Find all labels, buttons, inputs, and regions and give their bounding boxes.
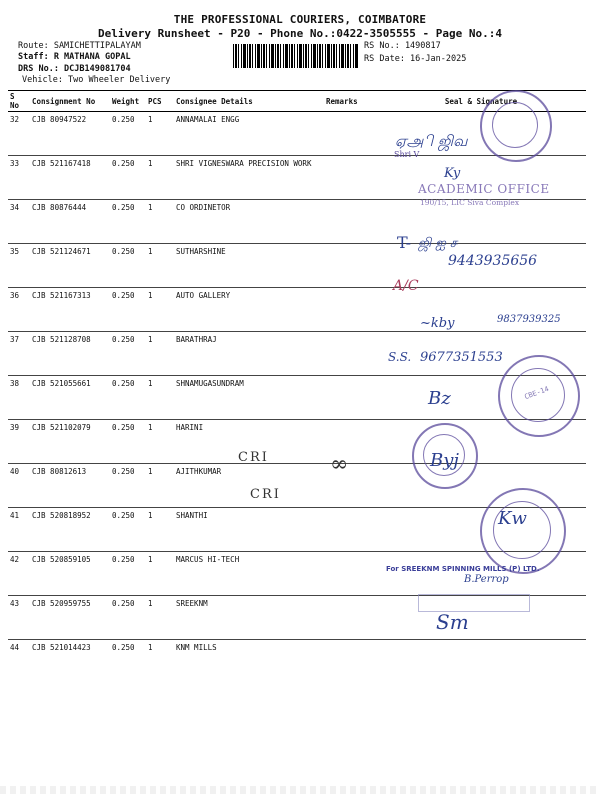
col-remarks: Remarks — [324, 91, 376, 112]
col-weight: Weight — [110, 91, 146, 112]
signature-44: Sm — [436, 610, 469, 634]
row-consignee: BARATHRAJ — [174, 332, 324, 376]
row-pcs: 1 — [146, 112, 174, 156]
row-pcs: 1 — [146, 156, 174, 200]
row-pcs: 1 — [146, 464, 174, 508]
row-pcs: 1 — [146, 200, 174, 244]
row-consignment: CJB 80947522 — [30, 112, 110, 156]
cri-note-1: CRI — [238, 450, 269, 465]
signature-42: Kw — [498, 508, 527, 529]
row-remarks — [324, 332, 376, 376]
signature-36-b: A/C — [393, 278, 419, 294]
signature-36-a: ஜி ஐ ச — [418, 236, 458, 251]
row-weight: 0.250 — [110, 112, 146, 156]
row-remarks — [324, 596, 376, 640]
row-weight: 0.250 — [110, 244, 146, 288]
row-weight: 0.250 — [110, 332, 146, 376]
staff-label: Staff: R MATHANA GOPAL — [18, 52, 131, 62]
barcode — [233, 44, 358, 68]
row-sno: 38 — [8, 376, 30, 420]
row-weight: 0.250 — [110, 552, 146, 596]
row-consignee: KNM MILLS — [176, 643, 217, 652]
drs-number: DRS No.: DCJB149081704 — [18, 64, 131, 74]
row-remarks — [324, 244, 376, 288]
row-weight: 0.250 — [110, 508, 146, 552]
col-sno: S No — [8, 91, 30, 112]
table-row — [8, 640, 586, 684]
signature-33: ஏஅி ஜிவ — [395, 132, 468, 150]
row-consignee: AJITHKUMAR — [174, 464, 324, 508]
academic-office-stamp: ACADEMIC OFFICE — [418, 182, 550, 196]
row-remarks — [324, 508, 376, 552]
row-pcs: 1 — [148, 643, 153, 652]
row-sno: 42 — [8, 552, 30, 596]
row-remarks — [324, 200, 376, 244]
col-seal: Seal & Signature — [376, 91, 586, 112]
row-consignment: CJB 520859105 — [30, 552, 110, 596]
signature-39: Bz — [428, 388, 451, 409]
row-consignment: CJB 521055661 — [30, 376, 110, 420]
row-weight: 0.250 — [110, 596, 146, 640]
row-pcs: 1 — [146, 288, 174, 332]
row-weight: 0.250 — [110, 156, 146, 200]
row-sno: 44 — [10, 643, 20, 652]
row-consignment: CJB 520818952 — [30, 508, 110, 552]
signature-40: Byj — [430, 450, 459, 471]
row-consignment: CJB 520959755 — [30, 596, 110, 640]
row-consignee: AUTO GALLERY — [174, 288, 324, 332]
stamp-ring — [492, 102, 538, 148]
row-consignee: CO ORDINETOR — [174, 200, 324, 244]
sign-text-33: Shri V — [394, 150, 420, 159]
row-consignee: SREEKNM — [174, 596, 324, 640]
row-consignee: SHNAMUGASUNDRAM — [174, 376, 324, 420]
vehicle-label: Vehicle: Two Wheeler Delivery — [22, 75, 171, 85]
row-consignment: CJB 521167313 — [30, 288, 110, 332]
row-weight: 0.250 — [110, 200, 146, 244]
row-seal — [376, 640, 586, 684]
row-pcs: 1 — [146, 376, 174, 420]
row-sno: 32 — [8, 112, 30, 156]
row-consignment: CJB 80812613 — [30, 464, 110, 508]
round-stamp-2 — [498, 355, 580, 437]
rs-date: RS Date: 16-Jan-2025 — [364, 54, 467, 64]
cbe-stamp-text: CBE-14 — [523, 384, 550, 402]
row-remarks — [324, 288, 376, 332]
row-consignee: ANNAMALAI ENGG — [174, 112, 324, 156]
row-sno: 33 — [8, 156, 30, 200]
row-sno: 36 — [8, 288, 30, 332]
row-consignment: CJB 521014423 — [32, 643, 91, 652]
phone-36: 9443935656 — [448, 253, 538, 269]
runsheet-subtitle: Delivery Runsheet - P20 - Phone No.:0422-3505555 - Page No.:4 — [98, 27, 502, 40]
col-consignee: Consignee Details — [174, 91, 324, 112]
row-weight: 0.250 — [110, 376, 146, 420]
row-weight: 0.250 — [110, 420, 146, 464]
row-sno: 34 — [8, 200, 30, 244]
route-label: Route: SAMICHETTIPALAYAM — [18, 41, 141, 51]
signature-43: B.Perrop — [464, 574, 509, 585]
row-consignment: CJB 521167418 — [30, 156, 110, 200]
row-consignee: SHANTHI — [174, 508, 324, 552]
row-consignee: HARINI — [174, 420, 324, 464]
row-pcs: 1 — [146, 508, 174, 552]
round-stamp-1 — [480, 90, 552, 162]
cri-note-2: CRI — [250, 487, 281, 502]
row-pcs: 1 — [146, 596, 174, 640]
signature-38: S.S. — [388, 350, 412, 364]
phone-37: 9837939325 — [497, 314, 561, 325]
row-remarks — [324, 640, 376, 684]
col-pcs: PCS — [146, 91, 174, 112]
row-pcs: 1 — [146, 552, 174, 596]
row-consignee: MARCUS HI-TECH — [174, 552, 324, 596]
row-sno: 41 — [8, 508, 30, 552]
row-weight: 0.250 — [110, 464, 146, 508]
row-consignment: CJB 80876444 — [30, 200, 110, 244]
row-sno: 43 — [8, 596, 30, 640]
rs-number: RS No.: 1490817 — [364, 41, 441, 51]
company-title: THE PROFESSIONAL COURIERS, COIMBATORE — [173, 13, 427, 26]
signature-34: Ky — [444, 166, 461, 181]
signature-40-41: ∞ — [330, 452, 349, 477]
row-pcs: 1 — [146, 420, 174, 464]
row-remarks — [324, 376, 376, 420]
row-consignment: CJB 521102079 — [30, 420, 110, 464]
row-remarks — [324, 156, 376, 200]
row-weight: 0.250 — [112, 643, 135, 652]
phone-38: 9677351553 — [420, 350, 503, 365]
signature-37: ~kby — [420, 316, 455, 331]
stamp-box-44 — [418, 594, 530, 612]
academic-office-address: 190/15, LIC Siva Complex — [420, 198, 520, 207]
t-note: T- — [397, 233, 412, 252]
row-consignment: CJB 521128708 — [30, 332, 110, 376]
row-pcs: 1 — [146, 332, 174, 376]
row-consignment: CJB 521124671 — [30, 244, 110, 288]
footer-strip — [0, 786, 600, 794]
spinning-mills-stamp: For SREEKNM SPINNING MILLS (P) LTD. — [386, 565, 540, 573]
row-sno: 39 — [8, 420, 30, 464]
row-remarks — [324, 552, 376, 596]
row-weight: 0.250 — [110, 288, 146, 332]
row-consignee: SHRI VIGNESWARA PRECISION WORK — [174, 156, 324, 200]
table-row — [8, 420, 586, 464]
row-remarks — [324, 112, 376, 156]
row-sno: 40 — [8, 464, 30, 508]
round-stamp-4 — [480, 488, 566, 574]
row-sno: 35 — [8, 244, 30, 288]
col-consignment: Consignment No — [30, 91, 110, 112]
row-consignee: SUTHARSHINE — [174, 244, 324, 288]
row-pcs: 1 — [146, 244, 174, 288]
row-sno: 37 — [8, 332, 30, 376]
